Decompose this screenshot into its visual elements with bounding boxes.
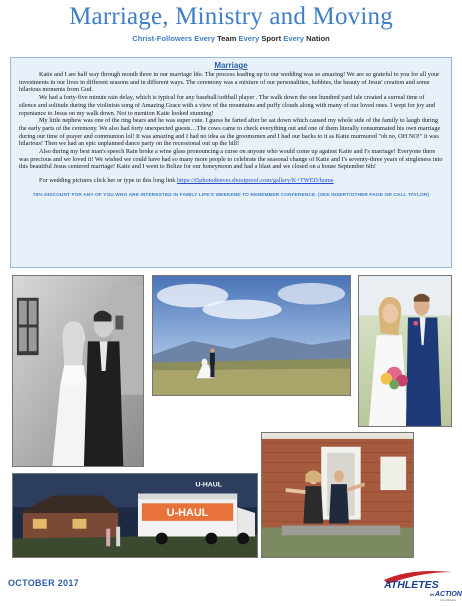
athletes-in-action-logo xyxy=(380,566,462,602)
logo-sub: A Cru Ministry xyxy=(439,599,456,602)
article-paragraph: We had a forty-five minute rain delay, which is typical for any baseball/softball player . The walk down the one hundred yard isle created a surreal time of silence and solitude during the violinists song of Amazing Grace with a view of the mountains and puffy clouds along with many of our loved ones. I wept for joy and repentance to Jesus on my walk down. Not to mention Katie looked stunning! xyxy=(19,94,435,117)
logo-line3: ACTION xyxy=(435,591,462,598)
tagline xyxy=(0,34,462,43)
article-paragraph: Katie and I are half way through month three in our marriage life. The process leading up to our wedding was so amazing! We are so grateful to you for all your investments in our lives in different seasons and in different ways. The ceremony was a mixture of our personalities, hobbies, the beauty of Jesus' creation and some hilarious moments from God. xyxy=(19,71,440,94)
tagline-word: Nation xyxy=(306,34,330,43)
photo-uhaul-house xyxy=(12,473,258,558)
wedding-pictures-line xyxy=(19,177,443,185)
tagline-word: Team xyxy=(217,34,237,43)
photo-couple-bw xyxy=(12,275,144,467)
photo-couple-field xyxy=(152,275,351,396)
photo-couple-bouquet xyxy=(358,275,452,427)
article-heading: Marriage xyxy=(214,61,248,70)
truck-side-text: U-HAUL xyxy=(166,507,209,519)
masthead xyxy=(0,2,462,43)
truck-roof-text: U-HAUL xyxy=(195,481,223,489)
article-panel xyxy=(10,57,452,268)
wedding-gallery-link[interactable]: https://t5photodenver.shootproof.com/gallery/K+TWED/home xyxy=(177,177,334,185)
logo-line1: ATHLETES xyxy=(384,579,439,591)
photo-new-house xyxy=(261,432,414,558)
link-prefix: For wedding pictures click her or type in this long link xyxy=(39,177,177,185)
tagline-word: Sport xyxy=(261,34,282,43)
article-paragraph: My little nephew was one of the ring bears and he was super cute. I guess he farted after he sat down which caused my whole side of the family to laugh during the early parts of the ceremony. We also had forty unexpected guests…The cows came to check everything out and one of them literally consummated his own marriage during our time of prayer and communion lol! It was amazing and I had no idea as the groomsmen and I had our backs to it as Katie murmured "oh no, OH NO!" it was hilarious! Then we had an epic unplanned dance party on the recessional out up the hill! xyxy=(19,117,441,148)
tagline-word: Christ-Followers xyxy=(132,34,193,43)
issue-date: OCTOBER 2017 xyxy=(8,578,79,588)
discount-notice: 75% DISCOUNT FOR ANY OF YOU WHO ARE INTERESTED IN FAMILY LIFE'S WEEKEND TO REMEMBER CONFERENCE. (SEE INSERT/OTHER PAGE OR CALL TAYLOR) xyxy=(32,192,430,198)
logo-line2: IN xyxy=(430,592,434,597)
tagline-word: Every xyxy=(238,34,260,43)
tagline-word: Every xyxy=(283,34,304,43)
tagline-word: Every xyxy=(194,34,215,43)
page-title: Marriage, Ministry and Moving xyxy=(69,3,393,30)
article-paragraph: Also during my best man's speech Rain broke a wine glass pronouncing a curse on anyone who would come up against Katie and I's marriage! Everyone there was precious and we loved it! We wished we could have had so many more people to celebrate the seasonal change of Katie and I's seventy-three years of singleness into this beautiful Jesus centered marriage! Katie and I went to Belize for our honeymoon and had a blast and we closed on a house September 6th! xyxy=(19,148,443,171)
